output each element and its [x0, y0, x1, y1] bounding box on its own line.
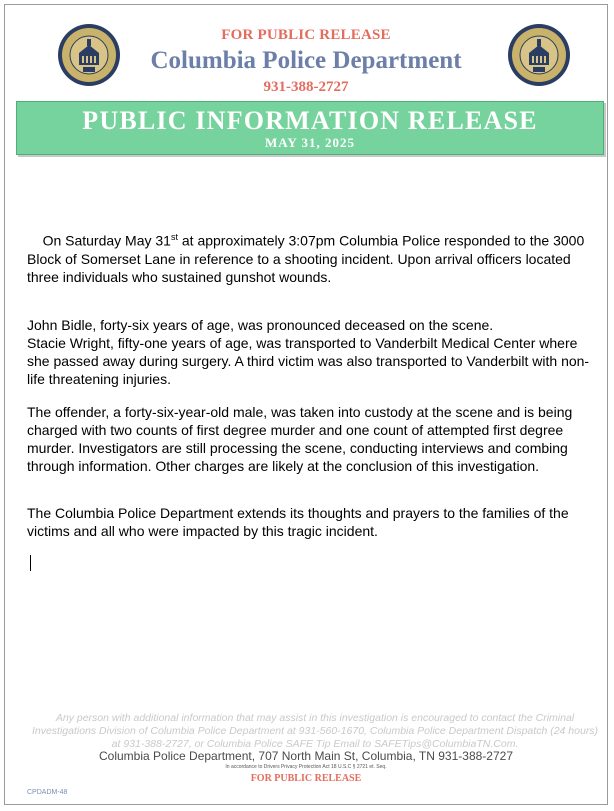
paragraph-condolences[interactable] [27, 504, 601, 540]
form-code: CPDADM-48 [27, 789, 68, 796]
release-label: FOR PUBLIC RELEASE [221, 27, 391, 43]
release-page [4, 4, 608, 805]
paragraph-victims[interactable] [27, 316, 601, 388]
paragraph-offender[interactable] [27, 403, 601, 475]
footer-release-label: FOR PUBLIC RELEASE [250, 773, 362, 784]
footer-address: Columbia Police Department, 707 North Main St, Columbia, TN 931-388-2727 [99, 749, 513, 763]
victim-line-2: Stacie Wright, fifty-one years of age, was transported to Vanderbilt Medical Center where she passed away during surgery. A third victim was also transported to Vanderbilt with non-life threatening injuries. [27, 335, 590, 387]
banner-date: MAY 31, 2025 [264, 135, 356, 150]
banner-title: PUBLIC INFORMATION RELEASE [82, 106, 538, 135]
ordinal-suffix: st [170, 232, 178, 242]
offender-text: The offender, a forty-six-year-old male, was taken into custody at the scene and is being charged with two counts of first degree murder and one count of attempted first degree murder. Investigators are still processing the scene, conducting interviews and combing through information. Other charges are likely at the conclusion of this investigation. [27, 404, 573, 474]
footer-contact-note: Any person with additional information that may assist in this investigation is encouraged to contact the Criminal Investigations Division of Columbia Police Department at 931-560-1670, Columbia Police Department Dispatch (24 hours) at 931-388-2727, or Columbia Police SAFE Tip Email to SAFETips@ColumbiaTN.Com. [31, 712, 599, 750]
department-name: Columbia Police Department [150, 47, 462, 74]
paragraph-incident[interactable] [27, 228, 601, 286]
release-banner [16, 101, 604, 155]
paragraph-incident-text-b: at approximately 3:07pm Columbia Police responded to the 3000 Block of Somerset Lane in reference to a shooting incident. Upon arrival officers located three individuals who sustained gunshot wounds. [27, 232, 585, 285]
paragraph-incident-text-a: On Saturday May 31 [42, 232, 171, 249]
victim-line-1: John Bidle, forty-six years of age, was pronounced deceased on the scene. [27, 317, 494, 333]
department-phone: 931-388-2727 [263, 79, 349, 95]
footer-legal-notice: In accordance to Drivers Privacy Protection Act 18 U.S.C § 2721 et. Seq. [225, 764, 387, 770]
condolences-text: The Columbia Police Department extends its thoughts and prayers to the families of the victims and all who were impacted by this tragic incident. [27, 505, 569, 539]
text-cursor[interactable] [30, 555, 31, 571]
